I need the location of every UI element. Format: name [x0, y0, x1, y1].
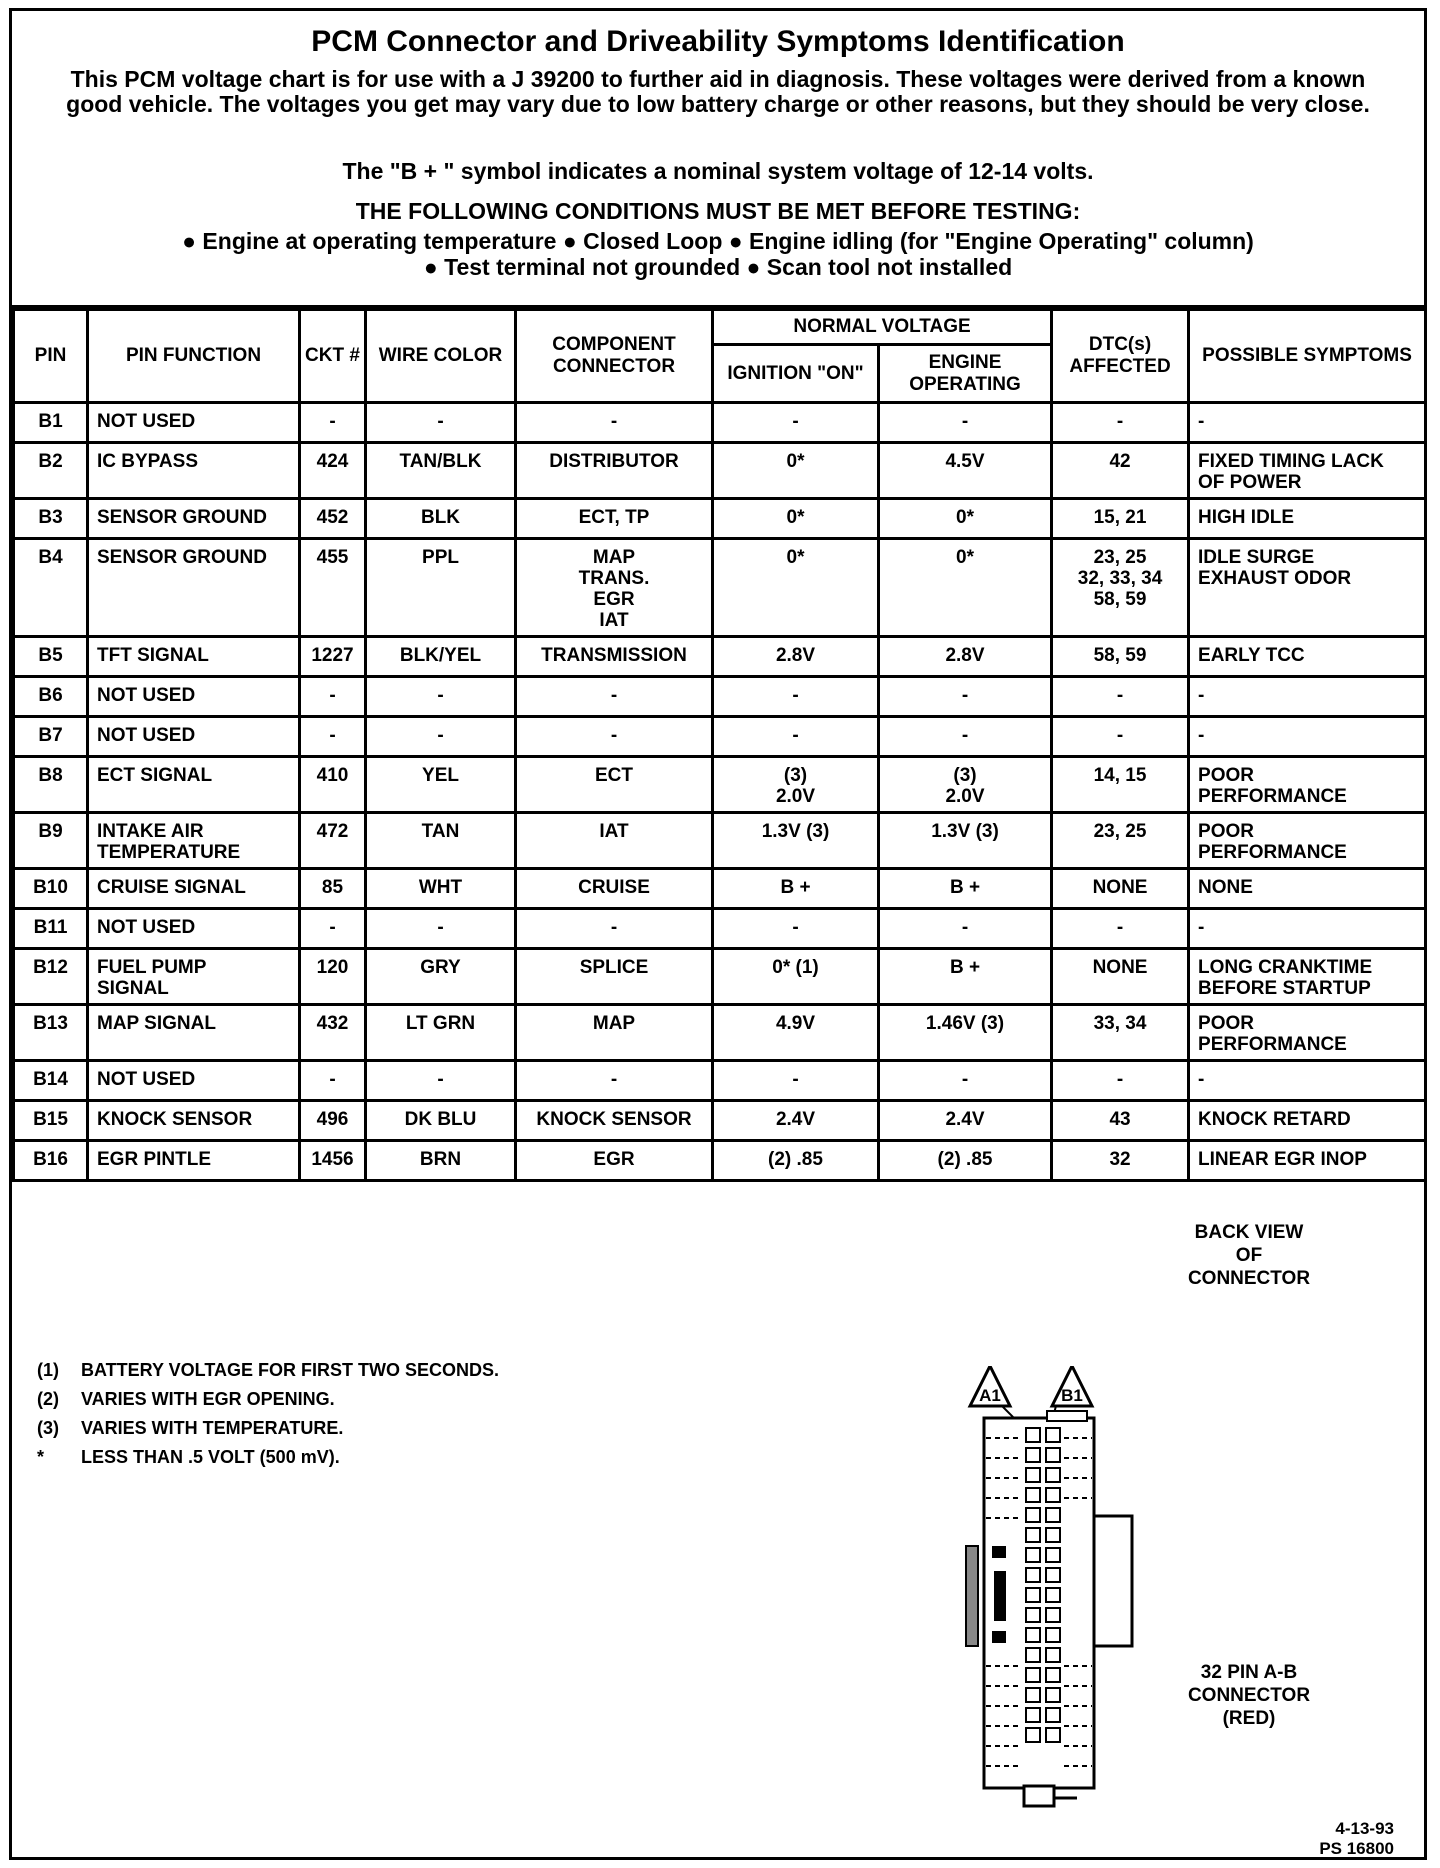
connector-pin	[1026, 1448, 1040, 1462]
row-dtc: NONE	[1052, 949, 1189, 1005]
connector-pin	[1026, 1588, 1040, 1602]
row-engine-operating: B +	[879, 869, 1052, 909]
connector-pin	[1026, 1488, 1040, 1502]
row-wire-color: TAN/BLK	[366, 443, 516, 499]
row-wire-color: TAN	[366, 813, 516, 869]
row-ignition-on: 0*	[713, 499, 879, 539]
table-row	[14, 717, 1426, 757]
connector-pin	[1026, 1688, 1040, 1702]
row-pin-function: NOT USED	[88, 909, 300, 949]
table-row	[14, 637, 1426, 677]
row-pin-function: NOT USED	[88, 1061, 300, 1101]
row-ckt: 1227	[300, 637, 366, 677]
header-engine-operating: ENGINE OPERATING	[879, 345, 1052, 403]
row-wire-color: GRY	[366, 949, 516, 1005]
row-pin: B15	[14, 1101, 88, 1141]
row-dtc: 43	[1052, 1101, 1189, 1141]
row-ignition-on: -	[713, 717, 879, 757]
row-wire-color: DK BLU	[366, 1101, 516, 1141]
row-ckt: -	[300, 677, 366, 717]
connector-pin	[1046, 1568, 1060, 1582]
row-ckt: 410	[300, 757, 366, 813]
connector-pin	[1026, 1508, 1040, 1522]
conditions-line-1: ● Engine at operating temperature ● Closed Loop ● Engine idling (for "Engine Operating" column)	[182, 228, 1254, 254]
row-dtc: 42	[1052, 443, 1189, 499]
connector-pin	[1046, 1528, 1060, 1542]
row-pin: B5	[14, 637, 88, 677]
footnote-text: BATTERY VOLTAGE FOR FIRST TWO SECONDS.	[81, 1360, 499, 1380]
row-wire-color: LT GRN	[366, 1005, 516, 1061]
row-component: MAP	[516, 1005, 713, 1061]
row-engine-operating: -	[879, 909, 1052, 949]
connector-pin	[1026, 1608, 1040, 1622]
row-pin-function: CRUISE SIGNAL	[88, 869, 300, 909]
row-ignition-on: -	[713, 909, 879, 949]
header-dtc-affected: DTC(s) AFFECTED	[1052, 310, 1189, 403]
row-dtc: -	[1052, 677, 1189, 717]
row-pin-function: NOT USED	[88, 403, 300, 443]
row-ignition-on: 1.3V (3)	[713, 813, 879, 869]
connector-pin	[1026, 1728, 1040, 1742]
row-symptoms: LONG CRANKTIME BEFORE STARTUP	[1189, 949, 1426, 1005]
connector-pin	[1026, 1468, 1040, 1482]
row-ckt: 1456	[300, 1141, 366, 1181]
row-dtc: -	[1052, 1061, 1189, 1101]
row-symptoms: -	[1189, 1061, 1426, 1101]
footnote-item	[37, 1385, 499, 1414]
row-pin: B14	[14, 1061, 88, 1101]
header-section	[12, 11, 1424, 308]
row-wire-color: BRN	[366, 1141, 516, 1181]
row-pin-function: SENSOR GROUND	[88, 499, 300, 539]
row-pin-function: INTAKE AIR TEMPERATURE	[88, 813, 300, 869]
connector-pin	[1026, 1528, 1040, 1542]
footnote-item	[37, 1356, 499, 1385]
table-row	[14, 949, 1426, 1005]
row-component: TRANSMISSION	[516, 637, 713, 677]
connector-pin	[1046, 1468, 1060, 1482]
row-ckt: -	[300, 717, 366, 757]
connector-pin	[1046, 1668, 1060, 1682]
row-symptoms: POOR PERFORMANCE	[1189, 757, 1426, 813]
row-pin: B2	[14, 443, 88, 499]
row-engine-operating: 2.8V	[879, 637, 1052, 677]
row-component: CRUISE	[516, 869, 713, 909]
row-wire-color: -	[366, 677, 516, 717]
row-dtc: 23, 25	[1052, 813, 1189, 869]
row-component: EGR	[516, 1141, 713, 1181]
row-dtc: 23, 25 32, 33, 34 58, 59	[1052, 539, 1189, 637]
row-pin-function: NOT USED	[88, 677, 300, 717]
row-ignition-on: -	[713, 677, 879, 717]
table-row	[14, 757, 1426, 813]
row-symptoms: KNOCK RETARD	[1189, 1101, 1426, 1141]
row-engine-operating: 1.46V (3)	[879, 1005, 1052, 1061]
connector-pin	[1026, 1568, 1040, 1582]
row-ckt: 424	[300, 443, 366, 499]
row-dtc: 32	[1052, 1141, 1189, 1181]
header-component-connector: COMPONENT CONNECTOR	[516, 310, 713, 403]
row-ckt: 472	[300, 813, 366, 869]
row-ignition-on: -	[713, 403, 879, 443]
footnote-text: LESS THAN .5 VOLT (500 mV).	[81, 1447, 340, 1467]
pcm-voltage-table	[12, 308, 1427, 1182]
connector-pin	[1046, 1708, 1060, 1722]
row-ckt: 432	[300, 1005, 366, 1061]
row-engine-operating: (2) .85	[879, 1141, 1052, 1181]
row-ckt: 85	[300, 869, 366, 909]
row-component: -	[516, 1061, 713, 1101]
row-symptoms: LINEAR EGR INOP	[1189, 1141, 1426, 1181]
connector-latch	[1094, 1516, 1132, 1646]
row-symptoms: EARLY TCC	[1189, 637, 1426, 677]
row-engine-operating: 0*	[879, 499, 1052, 539]
document-frame	[9, 8, 1427, 1860]
row-component: KNOCK SENSOR	[516, 1101, 713, 1141]
connector-tab	[966, 1546, 978, 1646]
connector-pin	[1046, 1588, 1060, 1602]
row-dtc: -	[1052, 909, 1189, 949]
connector-pin	[1026, 1708, 1040, 1722]
row-wire-color: PPL	[366, 539, 516, 637]
row-pin: B10	[14, 869, 88, 909]
row-component: MAP TRANS. EGR IAT	[516, 539, 713, 637]
row-pin-function: IC BYPASS	[88, 443, 300, 499]
footnote-mark: (3)	[37, 1418, 59, 1438]
connector-pin	[1046, 1688, 1060, 1702]
row-symptoms: FIXED TIMING LACK OF POWER	[1189, 443, 1426, 499]
row-pin: B6	[14, 677, 88, 717]
row-pin-function: NOT USED	[88, 717, 300, 757]
footnote-mark: *	[37, 1447, 45, 1467]
connector-pin	[1046, 1488, 1060, 1502]
row-pin-function: EGR PINTLE	[88, 1141, 300, 1181]
footnote-item	[37, 1414, 499, 1443]
connector-pin	[1026, 1648, 1040, 1662]
footnote-mark: (2)	[37, 1389, 59, 1409]
row-ignition-on: 0*	[713, 539, 879, 637]
row-dtc: NONE	[1052, 869, 1189, 909]
back-view-label: BACK VIEW OF CONNECTOR	[1187, 1222, 1311, 1289]
connector-pin	[1046, 1628, 1060, 1642]
table-row	[14, 1061, 1426, 1101]
a1-label: A1	[979, 1386, 1001, 1405]
row-wire-color: -	[366, 909, 516, 949]
row-engine-operating: 4.5V	[879, 443, 1052, 499]
row-engine-operating: 0*	[879, 539, 1052, 637]
connector-pin	[1046, 1648, 1060, 1662]
row-ignition-on: (2) .85	[713, 1141, 879, 1181]
row-wire-color: -	[366, 403, 516, 443]
footnote-item	[37, 1443, 499, 1472]
row-component: SPLICE	[516, 949, 713, 1005]
row-ckt: 452	[300, 499, 366, 539]
row-pin-function: MAP SIGNAL	[88, 1005, 300, 1061]
row-engine-operating: -	[879, 677, 1052, 717]
row-symptoms: -	[1189, 403, 1426, 443]
row-wire-color: BLK/YEL	[366, 637, 516, 677]
row-dtc: 33, 34	[1052, 1005, 1189, 1061]
row-symptoms: HIGH IDLE	[1189, 499, 1426, 539]
row-pin: B1	[14, 403, 88, 443]
row-component: -	[516, 677, 713, 717]
row-ckt: -	[300, 909, 366, 949]
document-date: 4-13-93	[1335, 1819, 1394, 1838]
header-wire-color: WIRE COLOR	[366, 310, 516, 403]
row-pin: B13	[14, 1005, 88, 1061]
row-wire-color: WHT	[366, 869, 516, 909]
connector-diagram	[952, 1366, 1282, 1816]
connector-pin	[1046, 1728, 1060, 1742]
row-ckt: -	[300, 403, 366, 443]
row-symptoms: -	[1189, 677, 1426, 717]
table-row	[14, 1141, 1426, 1181]
row-engine-operating: -	[879, 717, 1052, 757]
row-ignition-on: 2.8V	[713, 637, 879, 677]
row-component: -	[516, 403, 713, 443]
row-ignition-on: -	[713, 1061, 879, 1101]
row-symptoms: -	[1189, 909, 1426, 949]
connector-pin	[1046, 1548, 1060, 1562]
row-pin: B12	[14, 949, 88, 1005]
row-pin-function: ECT SIGNAL	[88, 757, 300, 813]
table-row	[14, 403, 1426, 443]
connector-pin	[1046, 1428, 1060, 1442]
document-number: PS 16800	[1319, 1839, 1394, 1858]
row-pin: B9	[14, 813, 88, 869]
header-pin: PIN	[14, 310, 88, 403]
row-component: DISTRIBUTOR	[516, 443, 713, 499]
row-pin-function: SENSOR GROUND	[88, 539, 300, 637]
row-dtc: 58, 59	[1052, 637, 1189, 677]
table-row	[14, 539, 1426, 637]
footnote-mark: (1)	[37, 1360, 59, 1380]
row-pin-function: KNOCK SENSOR	[88, 1101, 300, 1141]
row-symptoms: POOR PERFORMANCE	[1189, 1005, 1426, 1061]
row-dtc: 15, 21	[1052, 499, 1189, 539]
row-symptoms: NONE	[1189, 869, 1426, 909]
row-symptoms: IDLE SURGE EXHAUST ODOR	[1189, 539, 1426, 637]
row-engine-operating: -	[879, 1061, 1052, 1101]
row-ckt: 455	[300, 539, 366, 637]
connector-pin	[1046, 1448, 1060, 1462]
table-row	[14, 869, 1426, 909]
row-component: -	[516, 717, 713, 757]
header-possible-symptoms: POSSIBLE SYMPTOMS	[1189, 310, 1426, 403]
row-component: -	[516, 909, 713, 949]
header-ckt: CKT #	[300, 310, 366, 403]
row-engine-operating: -	[879, 403, 1052, 443]
row-wire-color: BLK	[366, 499, 516, 539]
row-pin-function: TFT SIGNAL	[88, 637, 300, 677]
row-wire-color: YEL	[366, 757, 516, 813]
row-wire-color: -	[366, 1061, 516, 1101]
connector-pin	[1026, 1668, 1040, 1682]
row-pin: B11	[14, 909, 88, 949]
connector-pin	[1046, 1508, 1060, 1522]
row-pin: B8	[14, 757, 88, 813]
row-dtc: -	[1052, 717, 1189, 757]
row-component: ECT	[516, 757, 713, 813]
page-title: PCM Connector and Driveability Symptoms Identification	[311, 25, 1125, 58]
header-ignition-on: IGNITION "ON"	[713, 345, 879, 403]
connector-pin	[1046, 1608, 1060, 1622]
row-ignition-on: 0* (1)	[713, 949, 879, 1005]
intro-paragraph: This PCM voltage chart is for use with a J 39200 to further aid in diagnosis. These voltages were derived from a known good vehicle. The voltages you get may vary due to low battery charge or other reasons, but they should be very close.	[66, 66, 1370, 117]
connector-label: 32 PIN A-B CONNECTOR (RED)	[1187, 1662, 1311, 1729]
row-engine-operating: 1.3V (3)	[879, 813, 1052, 869]
row-engine-operating: B +	[879, 949, 1052, 1005]
table-row	[14, 909, 1426, 949]
table-row	[14, 443, 1426, 499]
connector-pin	[1026, 1628, 1040, 1642]
row-engine-operating: 2.4V	[879, 1101, 1052, 1141]
row-ckt: 120	[300, 949, 366, 1005]
row-ignition-on: 4.9V	[713, 1005, 879, 1061]
row-ckt: -	[300, 1061, 366, 1101]
row-symptoms: POOR PERFORMANCE	[1189, 813, 1426, 869]
footnotes	[37, 1356, 499, 1472]
table-row	[14, 499, 1426, 539]
row-pin-function: FUEL PUMP SIGNAL	[88, 949, 300, 1005]
row-component: IAT	[516, 813, 713, 869]
row-dtc: -	[1052, 403, 1189, 443]
row-dtc: 14, 15	[1052, 757, 1189, 813]
row-pin: B16	[14, 1141, 88, 1181]
table-row	[14, 813, 1426, 869]
row-pin: B3	[14, 499, 88, 539]
row-ignition-on: B +	[713, 869, 879, 909]
conditions-line-2: ● Test terminal not grounded ● Scan tool not installed	[423, 254, 1013, 280]
row-ignition-on: (3) 2.0V	[713, 757, 879, 813]
document-id	[1319, 1819, 1394, 1859]
footnote-text: VARIES WITH EGR OPENING.	[81, 1389, 335, 1409]
connector-pin	[1026, 1548, 1040, 1562]
row-wire-color: -	[366, 717, 516, 757]
row-component: ECT, TP	[516, 499, 713, 539]
table-row	[14, 1101, 1426, 1141]
header-normal-voltage: NORMAL VOLTAGE	[713, 310, 1052, 345]
conditions-heading: THE FOLLOWING CONDITIONS MUST BE MET BEFORE TESTING:	[355, 198, 1081, 224]
row-ignition-on: 0*	[713, 443, 879, 499]
connector-pin	[1026, 1428, 1040, 1442]
row-pin: B7	[14, 717, 88, 757]
table-row	[14, 1005, 1426, 1061]
row-pin: B4	[14, 539, 88, 637]
row-ckt: 496	[300, 1101, 366, 1141]
b-plus-note: The "B + " symbol indicates a nominal system voltage of 12-14 volts.	[342, 158, 1094, 184]
header-pin-function: PIN FUNCTION	[88, 310, 300, 403]
footnote-text: VARIES WITH TEMPERATURE.	[81, 1418, 344, 1438]
row-symptoms: -	[1189, 717, 1426, 757]
b1-label: B1	[1061, 1386, 1083, 1405]
row-engine-operating: (3) 2.0V	[879, 757, 1052, 813]
table-row	[14, 677, 1426, 717]
row-ignition-on: 2.4V	[713, 1101, 879, 1141]
